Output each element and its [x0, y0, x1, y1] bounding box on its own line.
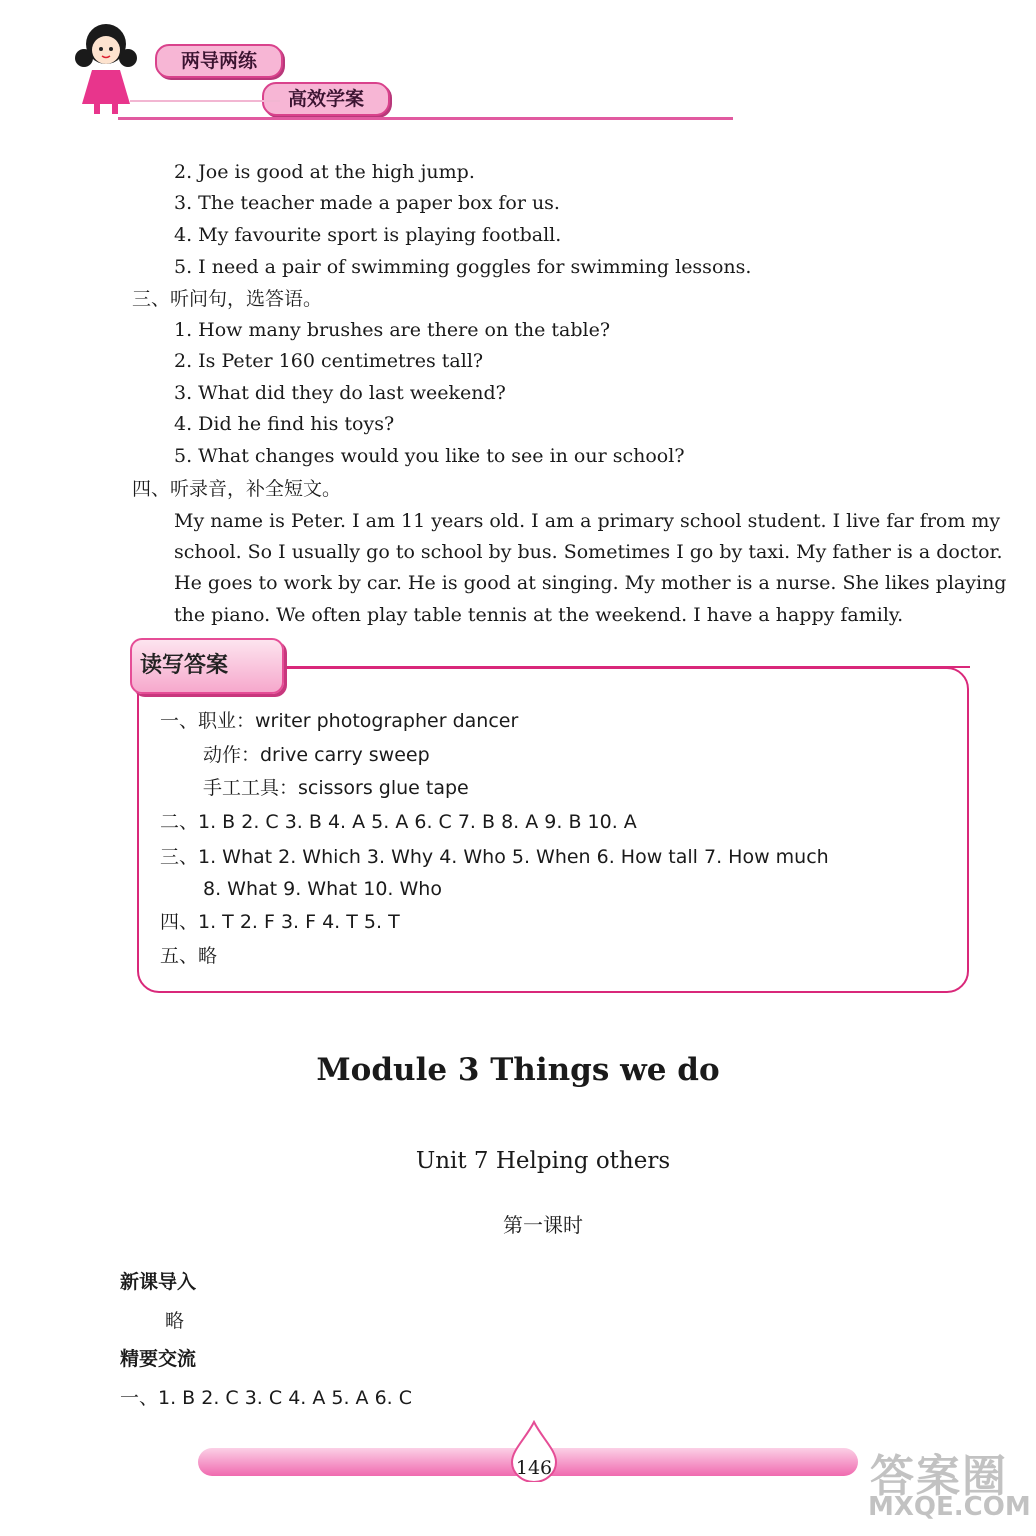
section-heading: 三、听问句，选答语。	[132, 288, 323, 310]
answer-line: 手工工具：scissors glue tape	[203, 777, 469, 799]
module-title: Module 3 Things we do	[316, 1052, 720, 1088]
answer-line: 五、略	[160, 945, 218, 967]
answer-line: 二、1. B 2. C 3. B 4. A 5. A 6. C 7. B 8. A 9. B 10. A	[160, 811, 637, 833]
header-tag-top: 两导两练	[155, 44, 283, 78]
passage-line: the piano. We often play table tennis at the weekend. I have a happy family.	[174, 604, 904, 626]
answer-line: 一、职业：writer photographer dancer	[160, 710, 519, 732]
header-tag-bottom: 高效学案	[262, 82, 390, 116]
list-item: 1. How many brushes are there on the table?	[174, 319, 611, 341]
list-item: 2. Joe is good at the high jump.	[174, 161, 475, 183]
list-item: 4. My favourite sport is playing football.	[174, 224, 562, 246]
watermark-url: MXQE.COM	[868, 1492, 1031, 1522]
passage-line: school. So I usually go to school by bus. Sometimes I go by taxi. My father is a doctor.	[174, 541, 1003, 563]
page-number: 146	[515, 1457, 553, 1479]
header-divider-light	[130, 100, 280, 102]
intro-text: 略	[165, 1310, 185, 1332]
answer-box-title: 读写答案	[140, 653, 229, 678]
list-item: 5. What changes would you like to see in our school?	[174, 445, 685, 467]
watermark-logo: 答案圈	[870, 1451, 1008, 1502]
passage-line: My name is Peter. I am 11 years old. I am a primary school student. I live far from my	[174, 510, 1001, 532]
answer-line: 8. What 9. What 10. Who	[203, 878, 442, 900]
list-item: 3. What did they do last weekend?	[174, 382, 506, 404]
list-item: 4. Did he find his toys?	[174, 413, 395, 435]
intro-heading: 新课导入	[120, 1271, 197, 1293]
answer-box-top-line	[280, 666, 970, 668]
answer-line: 四、1. T 2. F 3. F 4. T 5. T	[160, 911, 400, 933]
section-heading: 四、听录音，补全短文。	[132, 478, 342, 500]
list-item: 5. I need a pair of swimming goggles for swimming lessons.	[174, 256, 752, 278]
lesson-title: 第一课时	[503, 1213, 583, 1237]
answer-line: 动作：drive carry sweep	[203, 744, 430, 766]
header-divider	[118, 117, 733, 120]
answer-line: 三、1. What 2. Which 3. Why 4. Who 5. When 6. How tall 7. How much	[160, 846, 829, 868]
unit-title: Unit 7 Helping others	[415, 1148, 671, 1174]
list-item: 3. The teacher made a paper box for us.	[174, 192, 560, 214]
passage-line: He goes to work by car. He is good at singing. My mother is a nurse. She likes playing	[174, 572, 1007, 594]
exchange-answers: 一、1. B 2. C 3. C 4. A 5. A 6. C	[120, 1387, 413, 1409]
list-item: 2. Is Peter 160 centimetres tall?	[174, 350, 484, 372]
exchange-heading: 精要交流	[120, 1348, 197, 1370]
